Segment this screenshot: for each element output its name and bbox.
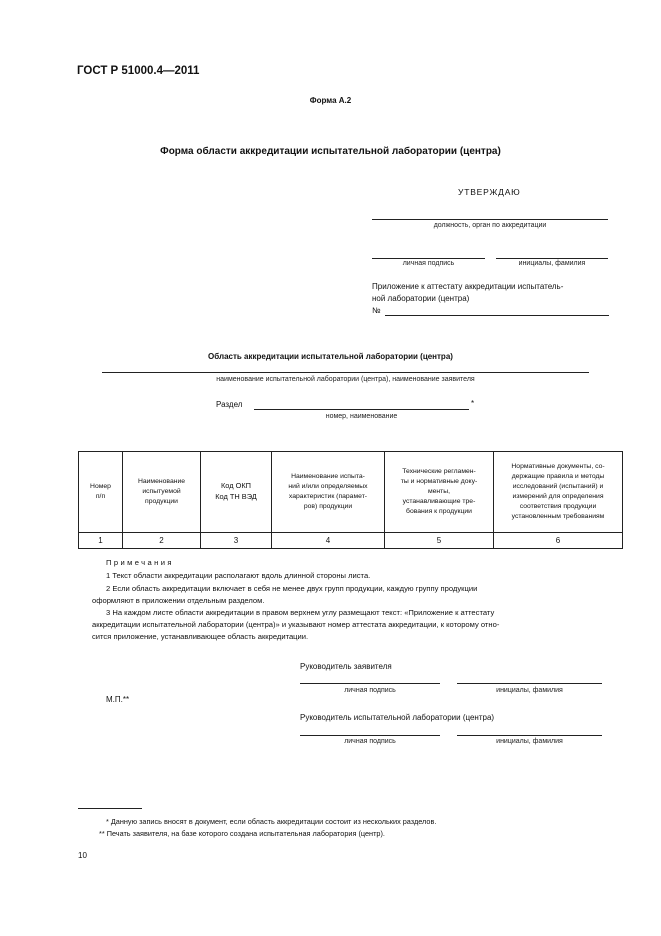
scope-title: Область аккредитации испытательной лаборатории (центра) (208, 352, 453, 361)
section-mark: * (471, 399, 475, 408)
notes-heading: Примечания (106, 558, 174, 567)
table-header-row (79, 452, 623, 533)
note-2-line2: оформляют в приложении отдельным разделом. (92, 596, 265, 605)
scope-table (78, 451, 623, 549)
number-line (385, 315, 609, 316)
lab-initials-caption: инициалы, фамилия (496, 738, 563, 745)
table-number-row (79, 533, 623, 549)
column-header-codes: Код ОКП Код ТН ВЭД (201, 452, 272, 533)
lab-initials-line (457, 735, 602, 736)
column-number-cell: 4 (272, 533, 385, 549)
note-1: 1 Текст области аккредитации располагают вдоль длинной стороны листа. (106, 571, 371, 580)
applicant-signature-caption: личная подпись (344, 687, 396, 694)
section-line (254, 409, 469, 410)
position-caption: должность, орган по аккредитации (433, 222, 547, 229)
position-line (372, 219, 608, 220)
initials-line (496, 258, 608, 259)
page-number: 10 (78, 851, 87, 860)
signature-line (372, 258, 485, 259)
standard-designation: ГОСТ Р 51000.4—2011 (77, 65, 200, 77)
appendix-text-line1: Приложение к аттестату аккредитации испытатель- (372, 282, 564, 291)
applicant-initials-caption: инициалы, фамилия (496, 687, 563, 694)
signature-caption: личная подпись (402, 260, 455, 267)
note-2-line1: 2 Если область аккредитации включает в себя не менее двух групп продукции, каждую группу продукции (106, 584, 478, 593)
notes-block (0, 558, 661, 648)
footnote-2: ** Печать заявителя, на базе которого создана испытательная лаборатория (центр). (99, 829, 385, 838)
column-number-cell: 6 (494, 533, 623, 549)
approval-heading: УТВЕРЖДАЮ (458, 187, 521, 197)
form-label: Форма А.2 (309, 96, 352, 105)
section-label: Раздел (216, 400, 243, 409)
note-3-line2: аккредитации испытательной лаборатории (центра)» и указывают номер аттестата аккредитации, к которому отно- (92, 620, 500, 629)
note-3-line3: сится приложение, устанавливающее область аккредитации. (92, 632, 309, 641)
lab-name-line (102, 372, 589, 373)
footnote-separator (78, 808, 142, 809)
lab-signature-caption: личная подпись (344, 738, 396, 745)
applicant-initials-line (457, 683, 602, 684)
section-caption: номер, наименование (325, 413, 398, 420)
initials-caption: инициалы, фамилия (518, 260, 586, 267)
seal-label: М.П.** (106, 695, 130, 704)
appendix-text-line2: ной лаборатории (центра) (372, 294, 470, 303)
footnote-1: * Данную запись вносят в документ, если область аккредитации состоит из нескольких разделов. (106, 817, 437, 826)
column-header-tests: Наименование испыта- ний и/или определяемых характеристик (парамет- ров) продукции (272, 452, 385, 533)
number-prefix: № (372, 306, 381, 315)
applicant-head-label: Руководитель заявителя (300, 662, 392, 671)
column-number-cell: 5 (385, 533, 494, 549)
column-header-product-name: Наименование испытуемой продукции (123, 452, 201, 533)
applicant-signature-line (300, 683, 440, 684)
column-header-methods: Нормативные документы, со- держащие правила и методы исследований (испытаний) и измерений для определения соответствия продукции установленным требованиям (494, 452, 623, 533)
lab-head-label: Руководитель испытательной лаборатории (центра) (300, 713, 495, 722)
lab-name-caption: наименование испытательной лаборатории (центра), наименование заявителя (216, 376, 475, 383)
lab-signature-line (300, 735, 440, 736)
column-header-number: Номер п/п (79, 452, 123, 533)
column-number-cell: 1 (79, 533, 123, 549)
form-title: Форма области аккредитации испытательной лаборатории (центра) (160, 146, 501, 157)
column-number-cell: 3 (201, 533, 272, 549)
column-number-cell: 2 (123, 533, 201, 549)
note-3-line1: 3 На каждом листе области аккредитации в правом верхнем углу размещают текст: «Приложение к аттестату (106, 608, 495, 617)
column-header-regulations: Технические регламен- ты и нормативные доку- менты, устанавливающие тре- бования к продукции (385, 452, 494, 533)
